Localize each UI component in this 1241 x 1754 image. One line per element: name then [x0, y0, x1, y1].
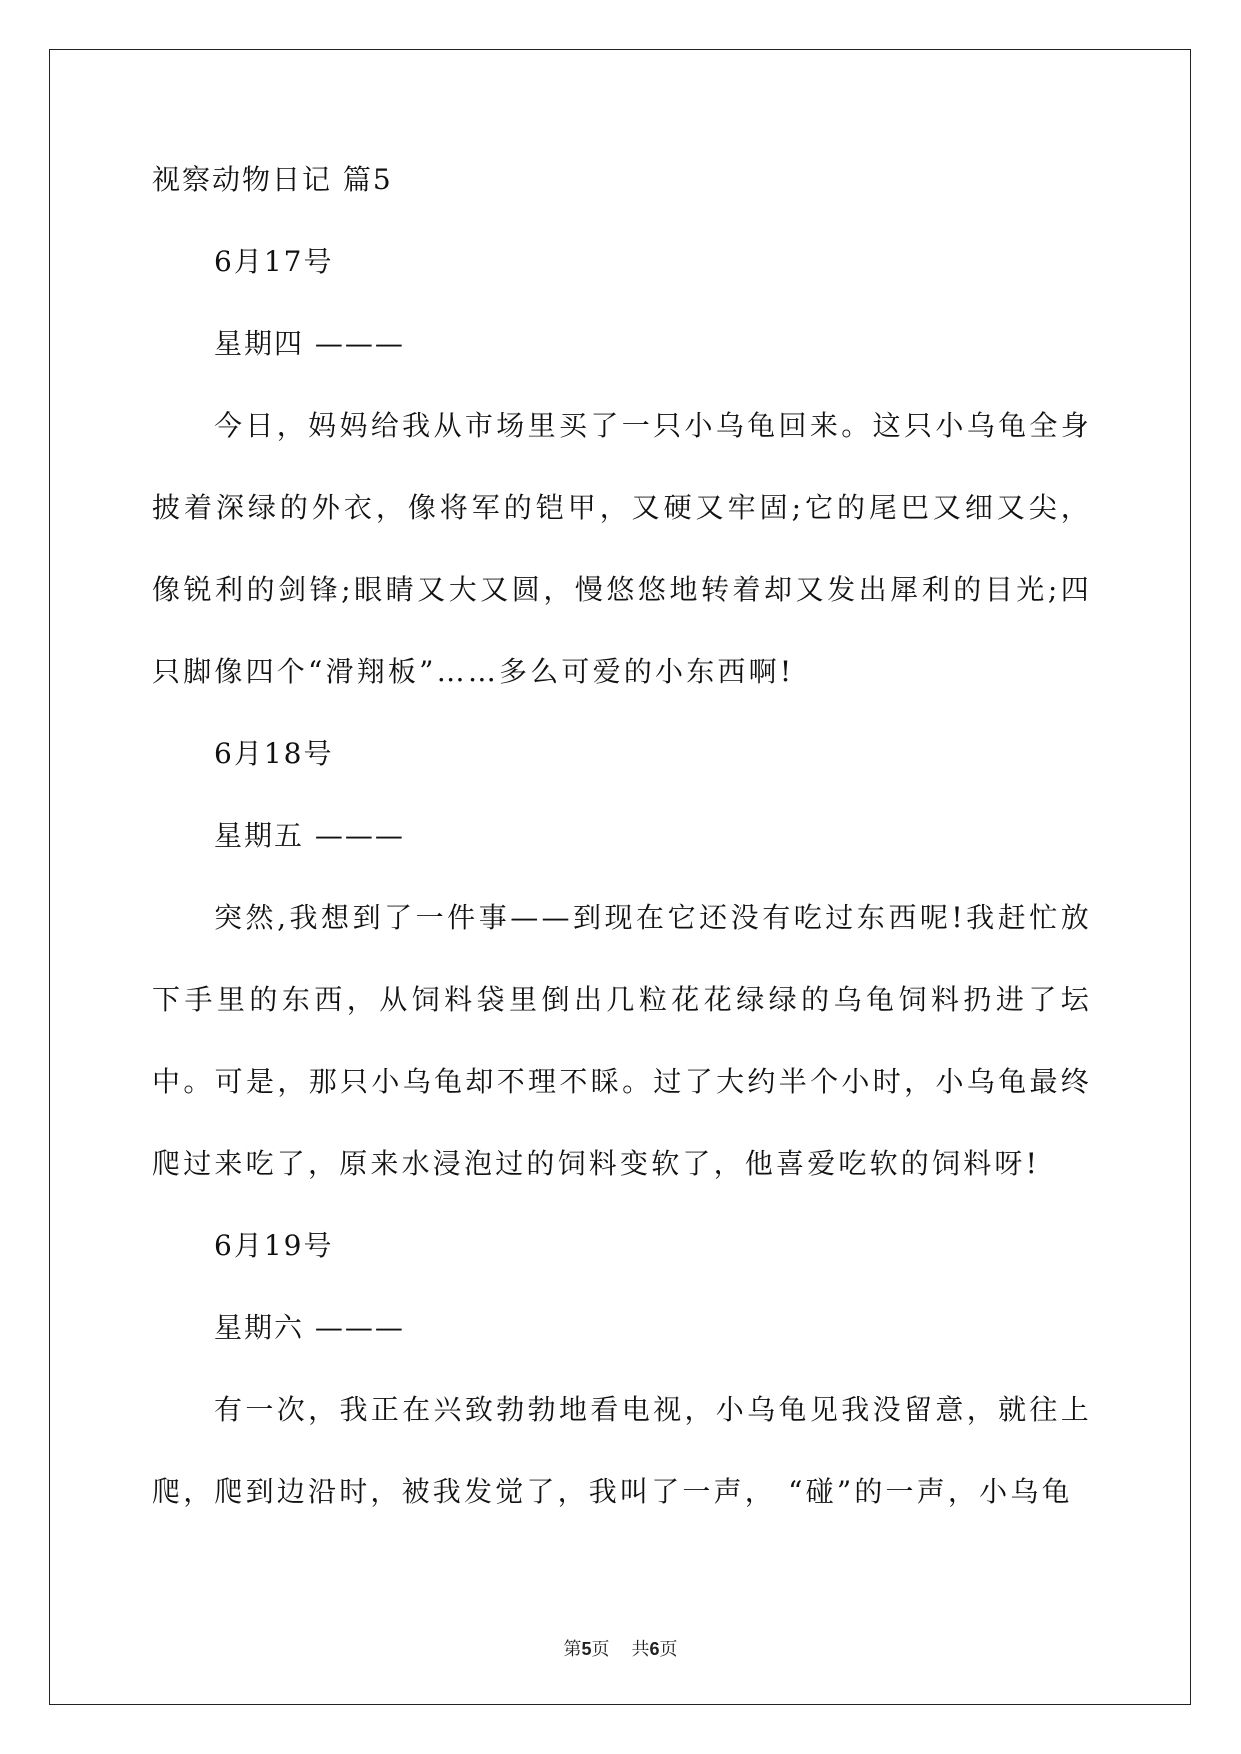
entry-weekday: 星期六 ———	[214, 1311, 405, 1344]
total-suffix: 页	[659, 1639, 678, 1660]
document-body	[152, 160, 1092, 1554]
page-prefix: 第	[563, 1639, 582, 1660]
total-pages: 6	[649, 1639, 660, 1659]
entry-paragraph: 今日，妈妈给我从市场里买了一只小乌龟回来。这只小乌龟全身披着深绿的外衣，像将军的铠甲，又硬又牢固;它的尾巴又细又尖，像锐利的剑锋;眼睛又大又圆，慢悠悠地转着却又发出犀利的目光;四只脚像四个“滑翔板”……多么可爱的小东西啊!	[152, 409, 1092, 688]
entry-weekday: 星期四 ———	[214, 327, 405, 360]
entry-paragraph: 有一次，我正在兴致勃勃地看电视，小乌龟见我没留意，就往上爬，爬到边沿时，被我发觉了，我叫了一声， “碰”的一声，小乌龟	[152, 1393, 1092, 1508]
entry-date: 6月18号	[214, 737, 334, 770]
total-prefix: 共	[631, 1639, 650, 1660]
document-title: 视察动物日记 篇5	[152, 163, 393, 196]
page-suffix: 页	[591, 1639, 610, 1660]
entry-date: 6月17号	[214, 245, 334, 278]
entry-date: 6月19号	[214, 1229, 334, 1262]
entry-weekday: 星期五 ———	[214, 819, 405, 852]
page-number: 5	[581, 1639, 592, 1659]
entry-paragraph: 突然,我想到了一件事——到现在它还没有吃过东西呢!我赶忙放下手里的东西，从饲料袋里倒出几粒花花绿绿的乌龟饲料扔进了坛中。可是，那只小乌龟却不理不睬。过了大约半个小时，小乌龟最终爬过来吃了，原来水浸泡过的饲料变软了，他喜爱吃软的饲料呀!	[152, 901, 1092, 1180]
page-footer	[0, 1635, 1241, 1661]
